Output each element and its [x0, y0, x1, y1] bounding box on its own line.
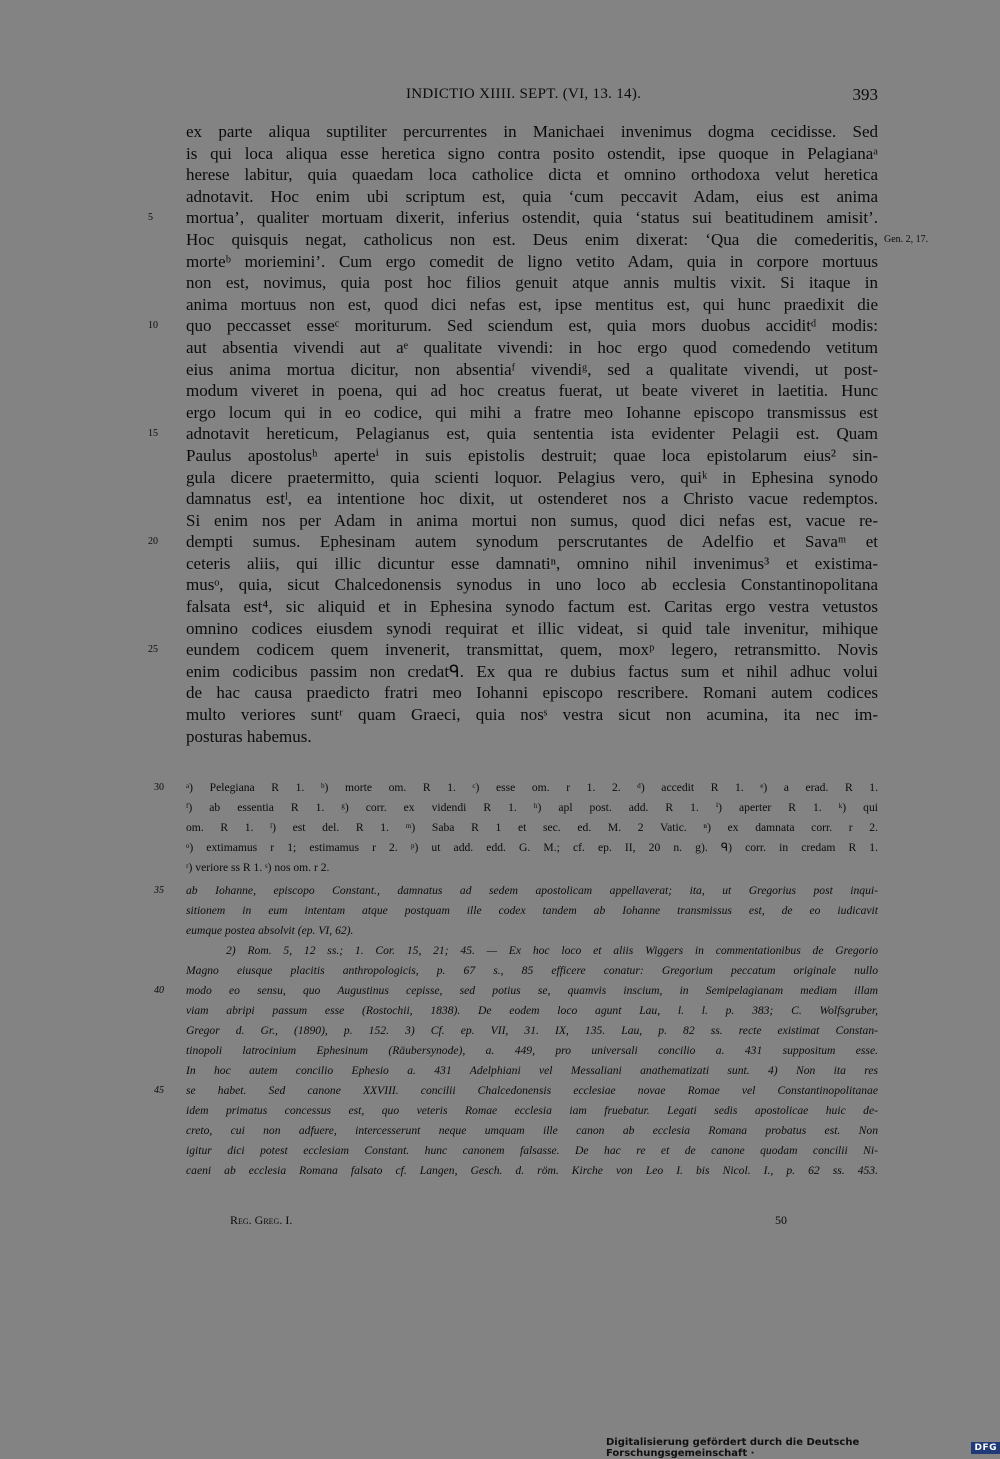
- text-line: aut absentia vivendi aut aᵉ qualitate vivendi: in hoc ergo quod comedendo vetitum: [186, 337, 878, 357]
- text-line: enim codicibus passim non credatᑫ. Ex qua re dubius factus sum et nihil adhuc volui: [186, 661, 878, 681]
- text-line: ceteris aliis, qui illic dicuntur esse damnatiⁿ, omnino nihil invenimus³ et existima-: [186, 553, 878, 573]
- apparatus-line: ᵒ) extimamus r 1; estimamus r 2. ᵖ) ut add. edd. G. M.; cf. ep. II, 20 n. g). ᑫ) corr. in credam R 1.: [186, 841, 878, 854]
- text-line-25: [148, 639, 878, 661]
- text-line: morteᵇ moriemini’. Cum ergo comedit de ligno vetito Adam, quia in corpore mortuus: [186, 251, 878, 271]
- text-line: anima mortuus non est, quod dici nefas est, ipse mentitus est, qui hunc praedixit die: [186, 294, 878, 314]
- text-line: gula dicere praetermitto, quia scienti loquor. Pelagius vero, quiᵏ in Ephesina synodo: [186, 467, 878, 487]
- text-line: falsata est⁴, sic aliquid et in Ephesina synodo factum est. Caritas ergo vestra vetustos: [186, 597, 878, 617]
- commentary-line: In hoc autem concilio Ephesio a. 431 Adelphiani vel Messaliani anathematizati sunt. 4) Non ita res: [186, 1064, 878, 1077]
- text-line: ergo locum qui in eo codice, qui mihi a fratre meo Iohanne episcopo transmissus est: [186, 402, 878, 422]
- commentary-line: Magno eiusque placitis anthropologicis, p. 67 s., 85 efficere conatur: Gregorium peccatum originale nullo: [186, 964, 878, 977]
- line-number: 25: [148, 644, 158, 656]
- page-number: 393: [852, 85, 878, 104]
- line-number: 40: [154, 985, 164, 996]
- text-line: non est, novimus, quia post hoc filios genuit atque annis multis vixit. Si itaque in: [186, 273, 878, 293]
- credit-text: Digitalisierung gefördert durch die Deutsche Forschungsgemeinschaft ·: [606, 1437, 860, 1459]
- text-line: omnino codices eiusdem synodi requirat et illic videat, si quid tale invenitur, mihique: [186, 618, 878, 638]
- text-line: ex parte aliqua suptiliter percurrentes in Manichaei invenimus dogma cecidisse. Sed: [186, 122, 878, 141]
- text-line-content: quo peccasset esseᶜ moriturum. Sed sciendum est, quia mors duobus acciditᵈ modis:: [186, 316, 878, 336]
- text-line-with-margin-note: [186, 229, 929, 251]
- apparatus-line: ʳ) veriore ss R 1. ˢ) nos om. r 2.: [186, 861, 330, 874]
- text-line-content: mortua’, qualiter mortuam dixerit, inferius ostendit, quia ‘status sui beatitudinem amisit’.: [186, 208, 878, 228]
- apparatus-line-30: [154, 778, 878, 798]
- text-line-content: eundem codicem quem invenerit, transmittat, quem, moxᵖ legero, retransmitto. Novis: [186, 640, 878, 660]
- apparatus-line: ᶠ) ab essentia R 1. ᵍ) corr. ex videndi R 1. ʰ) apl post. add. R 1. ⁱ) aperter R 1. ᵏ) qui: [186, 801, 878, 814]
- commentary-notes: [154, 881, 878, 1181]
- commentary-line: Gregor d. Gr., (1890), p. 152. 3) Cf. ep. VII, 31. IX, 135. Lau, p. 82 ss. recte existimat Constan-: [186, 1024, 878, 1037]
- commentary-line: caeni ab ecclesia Romana falsato cf. Langen, Gesch. d. röm. Kirche von Leo I. bis Nicol. I., p. 62 ss. 453.: [186, 1164, 878, 1177]
- line-number: 35: [154, 885, 164, 896]
- commentary-line: eumque postea absolvit (ep. VI, 62).: [186, 924, 354, 937]
- line-number: 5: [148, 212, 153, 224]
- text-line-10: [148, 315, 878, 337]
- commentary-line-35: [154, 881, 878, 901]
- text-line: multo veriores suntʳ quam Graeci, quia nosˢ vestra sicut non acumina, ita nec im-: [186, 705, 878, 725]
- text-line-content: Hoc quisquis negat, catholicus non est. Deus enim dixerat: ‘Qua die comederitis,: [186, 229, 878, 249]
- sheet-signature: Reg. Greg. I.: [230, 1213, 293, 1227]
- commentary-line: idem primatus concessus est, quo veteris Romae ecclesia iam fruebatur. Legati sedis apostolicae huic de-: [186, 1104, 878, 1117]
- text-line: herese labitur, quia quaedam loca catholice dicta et omnino orthodoxa velut heretica: [186, 165, 878, 185]
- sheet-footer: [230, 1213, 790, 1233]
- text-line-20: [148, 531, 878, 553]
- commentary-line-content: modo eo sensu, quo Augustinus cepisse, sed potius se, quamvis inscium, in Semipelagianam mediam illam: [186, 984, 878, 997]
- running-title: INDICTIO XIIII. SEPT. (VI, 13. 14).: [406, 86, 642, 102]
- line-number: 45: [154, 1085, 164, 1096]
- text-line-5: [148, 207, 878, 229]
- text-line: Si enim nos per Adam in anima mortui non sumus, quod dici nefas est, vacue re-: [186, 510, 878, 530]
- text-line: eius anima mortua dicitur, non absentiaᶠ vivendiᵍ, sed a qualitate vivendi, ut post-: [186, 359, 878, 379]
- commentary-line: igitur dici potest ecclesiam Constant. hunc canonem falsasse. De hac re et de canone quodam concilii Ni-: [186, 1144, 878, 1157]
- line-number: 20: [148, 536, 158, 548]
- text-line: damnatus estˡ, ea intentione hoc dixit, ut ostenderet nos a Christo vacue redemptos.: [186, 489, 878, 509]
- commentary-line-content: se habet. Sed canone XXVIII. concilii Chalcedonensis ecclesiae novae Romae vel Constantinopolitanae: [186, 1084, 878, 1097]
- apparatus-line: om. R 1. ˡ) est del. R 1. ᵐ) Saba R 1 et sec. ed. M. 2 Vatic. ⁿ) ex damnata corr. r 2.: [186, 821, 878, 834]
- dfg-logo: DFG: [971, 1442, 1000, 1454]
- sheet-number: 50: [775, 1213, 787, 1227]
- commentary-line-45: [154, 1081, 878, 1101]
- text-line-content: dempti sumus. Ephesinam autem synodum perscrutantes de Adelfio et Savaᵐ et: [186, 532, 878, 552]
- apparatus-line-content: ᵃ) Pelegiana R 1. ᵇ) morte om. R 1. ᶜ) esse om. r 1. 2. ᵈ) accedit R 1. ᵉ) a erad. R 1.: [186, 781, 878, 794]
- digitization-credit: [606, 1437, 1000, 1459]
- running-header: [186, 86, 878, 110]
- text-line-15: [148, 423, 878, 445]
- commentary-line-40: [154, 981, 878, 1001]
- text-line: de hac causa praedicto fratri meo Iohanni episcopo rescribere. Romani autem codices: [186, 683, 878, 703]
- main-text: [148, 121, 929, 747]
- line-number: 30: [154, 782, 164, 793]
- line-number: 15: [148, 428, 158, 440]
- commentary-line: sitionem in eum intentam atque postquam ille codex tandem ab Iohanne transmissus est, de eo iudicavit: [186, 904, 878, 917]
- commentary-line: 2) Rom. 5, 12 ss.; 1. Cor. 15, 21; 45. — Ex hoc loco et aliis Wiggers in commentationibus de Gregorio: [226, 944, 878, 957]
- margin-reference: Gen. 2, 17.: [884, 233, 929, 245]
- commentary-line: tinopoli latrocinium Ephesinum (Räubersynode), a. 449, pro universali concilio a. 431 suppositum esse.: [186, 1044, 878, 1057]
- text-line: is qui loca aliqua esse heretica signo contra posito ostendit, ipse quoque in Pelagianaᵃ: [186, 143, 878, 163]
- commentary-line: creto, cui non adfuere, intercesserunt neque umquam ille canon ab ecclesia Romana probatus est. Non: [186, 1124, 878, 1137]
- text-line-content: adnotavit hereticum, Pelagianus est, quia sententia ista evidenter Pelagii est. Quam: [186, 424, 878, 444]
- text-line: modum viveret in poena, qui ad hoc creatus fuerat, ut beate viveret in laetitia. Hunc: [186, 381, 878, 401]
- text-line: posturas habemus.: [186, 726, 312, 746]
- line-number: 10: [148, 320, 158, 332]
- commentary-line-content: ab Iohanne, episcopo Constant., damnatus ad sedem apostolicam appellaverat; ita, ut Gregorius post inqui-: [186, 884, 878, 897]
- text-line: musᵒ, quia, sicut Chalcedonensis synodus in uno loco ab ecclesia Constantinopolitana: [186, 575, 878, 595]
- text-line: adnotavit. Hoc enim ubi scriptum est, quia ‘cum peccavit Adam, eius est anima: [186, 186, 878, 206]
- text-line: Paulus apostolusʰ aperteⁱ in suis epistolis destruit; quae loca epistolarum eius² sin-: [186, 445, 878, 465]
- critical-apparatus: [154, 778, 878, 878]
- commentary-line: viam abripi passum esse (Rostochii, 1838). De eodem loco agunt Lau, l. l. p. 383; C. Wolfsgruber,: [186, 1004, 878, 1017]
